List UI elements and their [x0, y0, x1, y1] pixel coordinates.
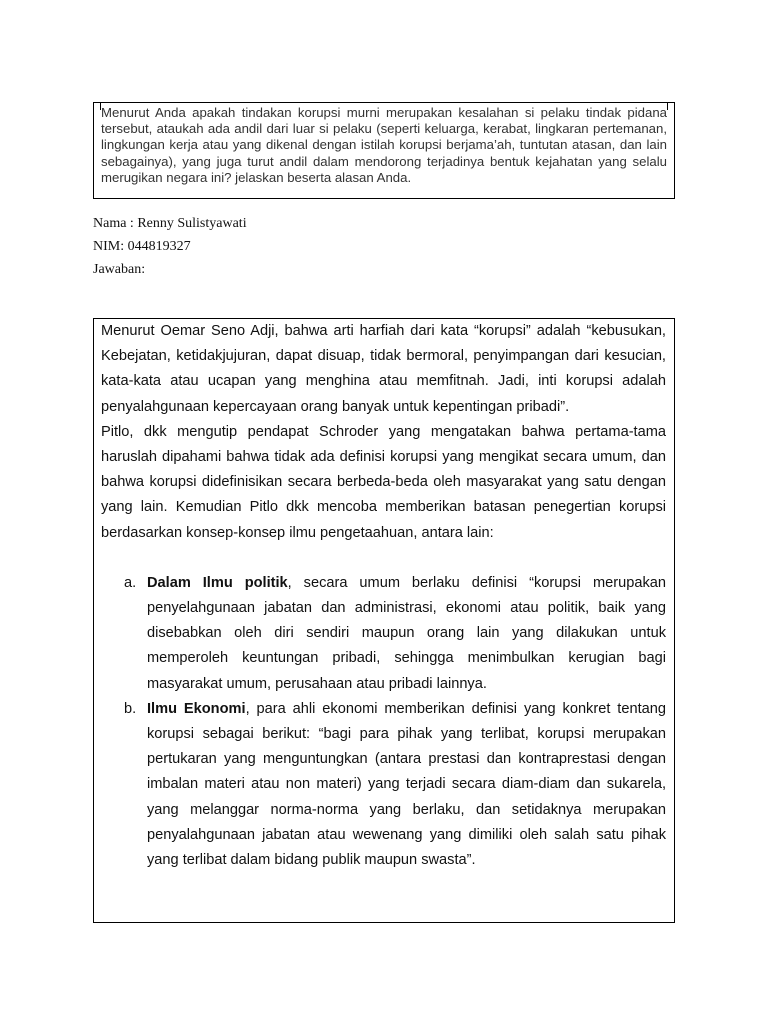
- answer-label: Jawaban:: [93, 262, 146, 277]
- list-item-term: Dalam Ilmu politik: [147, 574, 288, 591]
- student-nim: NIM: 044819327: [93, 239, 191, 254]
- list-item-term: Ilmu Ekonomi: [147, 700, 246, 717]
- answer-paragraph-1: Menurut Oemar Seno Adji, bahwa arti harfiah dari kata “korupsi” adalah “kebusukan, Kebejatan, ketidakjujuran, dapat disuap, tidak bermoral, penyimpangan dari kesucian, kata-kata atau ucapan yang menghina atau memfitnah. Jadi, inti korupsi adalah penyalahgunaan kepercayaan orang banyak untuk kepentingan pribadi”.: [101, 323, 666, 415]
- list-marker: a.: [124, 574, 137, 591]
- answer-box: [93, 318, 675, 923]
- question-box-right-tick: [667, 102, 668, 110]
- question-box: [93, 102, 675, 199]
- definition-list: [101, 571, 666, 873]
- list-item-body: , secara umum berlaku definisi “korupsi merupakan penyelahgunaan jabatan dan administrasi, ekonomi atau politik, baik yang disebabkan oleh diri sendiri maupun orang lain yang dilakukan untuk memperoleh keuntungan pribadi, sehingga menimbulkan kerugian bagi masyarakat umum, perusahaan atau pribadi lainnya.: [147, 574, 666, 692]
- list-item-text: [147, 571, 666, 697]
- list-item: [101, 697, 666, 873]
- list-item-text: [147, 697, 666, 873]
- list-item-body: , para ahli ekonomi memberikan definisi yang konkret tentang korupsi sebagai berikut: “bagi para pihak yang terlibat, korupsi merupakan pertukaran yang menguntungkan (antara prestasi dan kontraprestasi dengan imbalan materi atau non materi) yang terjadi secara diam-diam dan sukarela, yang melanggar norma-norma yang berlaku, dan setidaknya merupakan penyalahgunaan jabatan atau wewenang yang dimiliki oleh salah satu pihak yang terlibat dalam bidang publik maupun swasta”.: [147, 700, 667, 869]
- list-item: [101, 571, 666, 697]
- list-marker: b.: [124, 700, 137, 717]
- answer-paragraph-2: Pitlo, dkk mengutip pendapat Schroder yang mengatakan bahwa pertama-tama haruslah dipahami bahwa tidak ada definisi korupsi yang mengikat secara umum, dan bahwa korupsi didefinisikan secara berbeda-beda oleh masyarakat yang satu dengan yang lain. Kemudian Pitlo dkk mencoba memberikan batasan penegertian korupsi berdasarkan konsep-konsep ilmu pengetaahuan, antara lain:: [101, 423, 666, 541]
- question-box-left-tick: [100, 102, 101, 110]
- student-name: Nama : Renny Sulistyawati: [93, 216, 247, 231]
- question-text: Menurut Anda apakah tindakan korupsi murni merupakan kesalahan si pelaku tindak pidana tersebut, ataukah ada andil dari luar si pelaku (seperti keluarga, kerabat, lingkaran pertemanan, lingkungan kerja atau yang dikenal dengan istilah korupsi berjama’ah, tuntutan atasan, dan lain sebagainya), yang juga turut andil dalam mendorong terjadinya bentuk kejahatan yang selalu merugikan negara ini? jelaskan beserta alasan Anda.: [101, 105, 667, 185]
